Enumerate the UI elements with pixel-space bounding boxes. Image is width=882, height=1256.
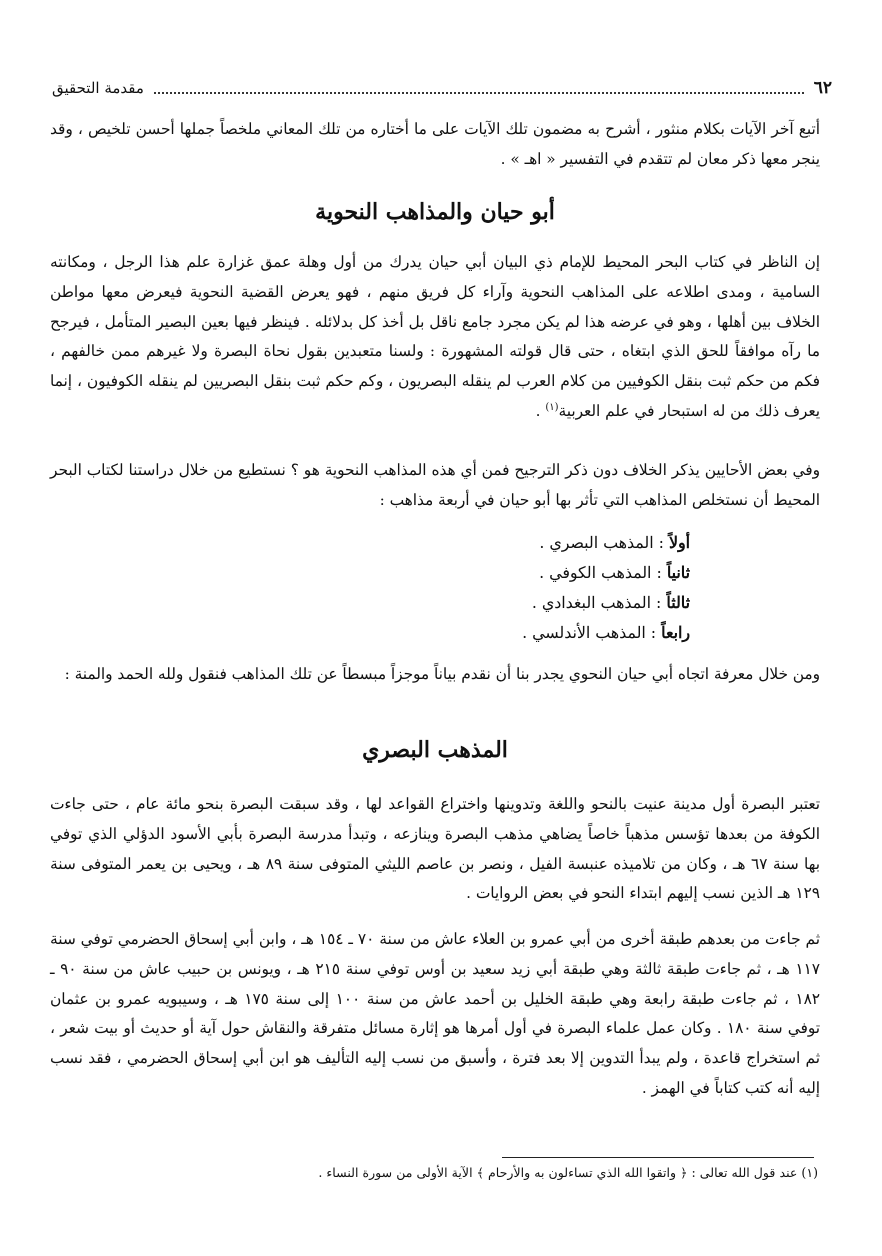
paragraph-basri-1: تعتبر البصرة أول مدينة عنيت بالنحو واللغة وتدوينها واختراع القواعد لها ، وقد سبقت البصرة بنحو مائة عام ، حتى جاءت الكوفة من بعدها تؤسس مذهباً خاصاً يضاهي مذهب البصرة وينازعه ، وتبدأ مدرسة البصرة بأبي الأسود الدؤلي الذي توفي بها سنة ٦٧ هـ ، وكان من تلاميذه عنبسة الفيل ، ونصر بن عاصم الليثي المتوفى سنة ٨٩ هـ ، ويحيى بن يعمر المتوفى سنة ١٢٩ هـ الذين نسب إليهم ابتداء النحو في بعض الروايات .	[50, 795, 820, 903]
section-title-abu-hayyan: أبو حيان والمذاهب النحوية	[315, 199, 555, 225]
footnote: (١) عند قول الله تعالى : ﴿ واتقوا الله الذي تساءلون به والأرحام ﴾ الآية الأولى من سورة النساء .	[318, 1165, 818, 1180]
section1-body-3	[50, 660, 820, 690]
section-abu-hayyan	[50, 192, 820, 232]
header-dotted-leader	[154, 82, 804, 94]
schools-list	[50, 528, 820, 648]
section2-body-2	[50, 925, 820, 1104]
paragraph-basri-2: ثم جاءت من بعدهم طبقة أخرى من أبي عمرو بن العلاء عاش من سنة ٧٠ ـ ١٥٤ هـ ، وابن أبي إسحاق الحضرمي توفي سنة ١١٧ هـ ، ثم جاءت طبقة ثالثة وهي طبقة أبي زيد سعيد بن أوس توفي سنة ٢١٥ هـ ، ويونس بن حبيب عاش من سنة ٩٠ ـ ١٨٢ ، ثم جاءت طبقة رابعة وهي طبقة الخليل بن أحمد عاش من سنة ١٠٠ إلى سنة ١٧٥ هـ ، وسيبويه عمرو بن عثمان توفي سنة ١٨٠ . وكان عمل علماء البصرة في أول أمرها هو إثارة مسائل متفرقة والنقاش حول آية أو حديث أو بيت شعر ، ثم استخراج قاعدة ، ولم يبدأ التدوين إلا بعد فترة ، وأسبق من نسب إليه التأليف هو ابن أبي إسحاق الحضرمي ، فقد نسب إليه أنه كتب كتاباً في الهمز .	[50, 930, 821, 1097]
section1-body	[50, 248, 820, 427]
paragraph-abu-hayyan-3: ومن خلال معرفة اتجاه أبي حيان النحوي يجدر بنا أن نقدم بياناً موجزاً مبسطاً عن تلك المذاهب فنقول ولله الحمد والمنة :	[64, 665, 820, 683]
list-item: رابعاً : المذهب الأندلسي .	[522, 623, 690, 642]
paragraph-abu-hayyan-2: وفي بعض الأحايين يذكر الخلاف دون ذكر الترجيح فمن أي هذه المذاهب النحوية هو ؟ نستطيع من خلال دراستنا لكتاب البحر المحيط أن نستخلص المذاهب التي تأثر بها أبو حيان في أربعة مذاهب :	[50, 461, 820, 509]
paragraph-abu-hayyan-1	[50, 248, 820, 427]
page-header	[52, 74, 832, 102]
footnote-ref: (١)	[545, 401, 559, 413]
running-title: مقدمة التحقيق	[52, 79, 144, 97]
list-item: ثانياً : المذهب الكوفي .	[539, 563, 690, 582]
schools-list-block	[50, 528, 820, 648]
list-item: ثالثاً : المذهب البغدادي .	[531, 593, 690, 612]
paragraph-text: إن الناظر في كتاب البحر المحيط للإمام ذي البيان أبي حيان يدرك من أول وهلة عمق غزارة علم هذا الرجل ، ومكانته السامية ، ومدى اطلاعه على المذاهب النحوية وآراء كل فريق منهم ، فهو يعرض القضية النحوية فيعرض معها مواطن الخلاف بين أهلها ، وهو في عرضه هذا لم يكن مجرد جامع ناقل بل أخذ كل بدلائله . فينظر فيها بعين البصير المتأمل ، فيرجح ما رآه موافقاً للحق الذي ابتغاه ، حتى قال قولته المشهورة : ولسنا متعبدين بقول نحاة البصرة ولا غيرهم ممن خالفهم ، فكم من حكم ثبت بنقل الكوفيين من كلام العرب لم ينقله البصريون ، وكم حكم ثبت بنقل البصريين لم ينقله الكوفيون ، إنما يعرف ذلك من له استبحار في علم العربية	[50, 253, 821, 420]
paragraph-end: .	[535, 401, 546, 420]
intro-paragraph: أتبع آخر الآيات بكلام منثور ، أشرح به مضمون تلك الآيات على ما أختاره من تلك المعاني ملخصاً جملها أحسن تلخيص ، وقد ينجر معها ذكر معان لم تتقدم في التفسير « اهـ » .	[50, 120, 820, 168]
section1-body-2	[50, 456, 820, 516]
section-basri	[50, 730, 820, 770]
section-title-basri: المذهب البصري	[362, 737, 508, 763]
list-item: أولاً : المذهب البصري .	[539, 533, 690, 552]
footnote-separator	[502, 1157, 814, 1158]
section2-body	[50, 790, 820, 909]
page-number: ٦٢	[813, 78, 832, 98]
intro-block	[50, 115, 820, 175]
